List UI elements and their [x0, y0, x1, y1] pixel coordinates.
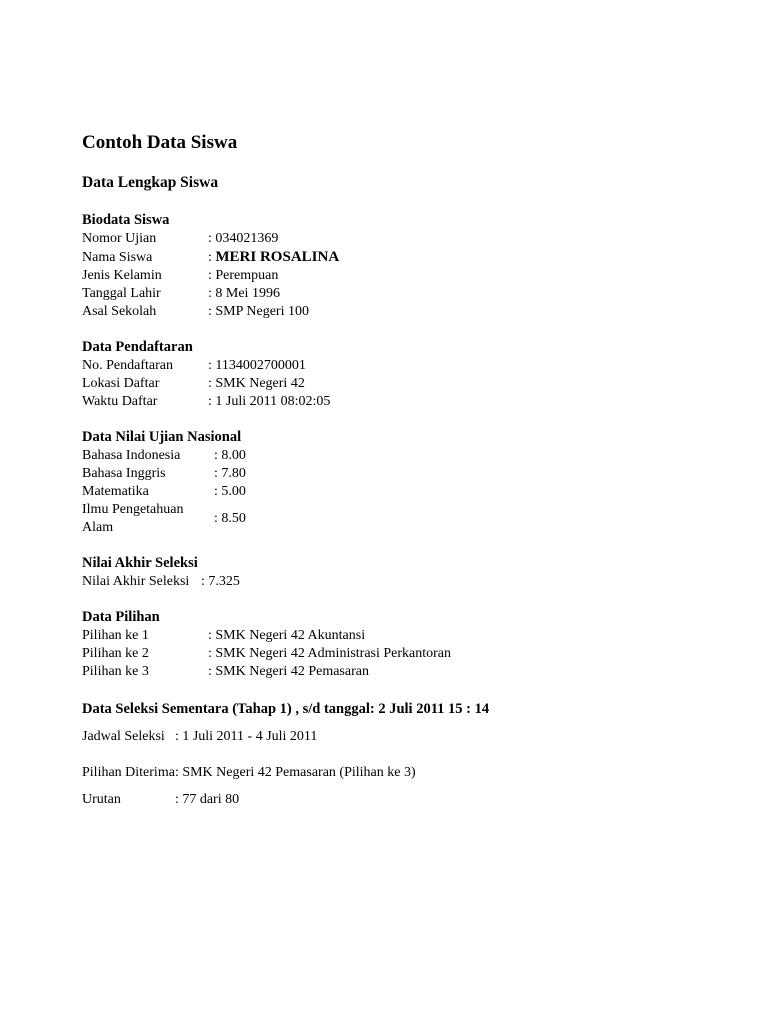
- section-heading: Data Pilihan: [82, 609, 160, 625]
- field-value: : SMK Negeri 42 Pemasaran: [208, 664, 369, 679]
- section-heading: Data Pendaftaran: [82, 339, 193, 355]
- field-label: Urutan: [82, 792, 121, 807]
- field-value: : 1 Juli 2011 08:02:05: [208, 394, 331, 409]
- table-row: [82, 791, 416, 809]
- table-row: [82, 230, 339, 248]
- field-label: Ilmu Pengetahuan Alam: [82, 502, 184, 535]
- field-label: Matematika: [82, 484, 149, 499]
- field-label: Nama Siswa: [82, 249, 153, 265]
- field-value: : 8.00: [214, 448, 246, 463]
- field-label: Nomor Ujian: [82, 231, 157, 246]
- section-heading: Biodata Siswa: [82, 212, 170, 228]
- field-label: Bahasa Indonesia: [82, 448, 181, 463]
- table-row: [82, 719, 416, 755]
- field-value: [208, 248, 339, 267]
- section-seleksi: [82, 699, 722, 809]
- nilai-akhir-table: [82, 573, 240, 591]
- field-value: : SMK Negeri 42: [208, 376, 305, 391]
- pendaftaran-table: [82, 357, 330, 411]
- field-value: : 7.80: [214, 466, 246, 481]
- field-value: : SMK Negeri 42 Administrasi Perkantoran: [208, 646, 452, 661]
- table-row: [82, 357, 330, 375]
- field-label: Bahasa Inggris: [82, 466, 166, 481]
- table-row: [82, 645, 451, 663]
- table-row: [82, 465, 246, 483]
- page-title: Contoh Data Siswa: [82, 132, 238, 153]
- field-label: Pilihan ke 3: [82, 664, 149, 679]
- table-row: [82, 573, 240, 591]
- field-label: Tanggal Lahir: [82, 286, 161, 301]
- table-row: [82, 267, 339, 285]
- field-value-prefix: :: [208, 250, 216, 265]
- field-label: Pilihan Diterima: [82, 765, 175, 780]
- field-value: : 8.50: [214, 511, 246, 526]
- field-label: Nilai Akhir Seleksi: [82, 574, 190, 589]
- field-value: : 5.00: [214, 484, 246, 499]
- field-value: : 7.325: [201, 574, 240, 589]
- seleksi-table: [82, 719, 416, 809]
- student-name: MERI ROSALINA: [215, 249, 340, 265]
- table-row: [82, 663, 451, 681]
- field-label: Waktu Daftar: [82, 394, 158, 409]
- field-value: : Perempuan: [208, 268, 279, 283]
- field-value: : SMK Negeri 42 Pemasaran (Pilihan ke 3): [174, 765, 416, 780]
- nilai-uan-table: [82, 447, 246, 537]
- field-label: Lokasi Daftar: [82, 376, 160, 391]
- field-value: : 77 dari 80: [174, 792, 240, 807]
- section-nilai-akhir: [82, 553, 722, 591]
- section-heading: Data Nilai Ujian Nasional: [82, 429, 242, 445]
- page-subtitle: Data Lengkap Siswa: [82, 174, 219, 191]
- table-row: [82, 755, 416, 791]
- section-pendaftaran: [82, 337, 722, 411]
- section-heading: Nilai Akhir Seleksi: [82, 555, 198, 571]
- document: [82, 126, 722, 809]
- table-row: [82, 248, 339, 267]
- field-value: : 034021369: [208, 231, 279, 246]
- field-value: : 1134002700001: [208, 358, 306, 373]
- section-nilai-uan: [82, 427, 722, 537]
- field-value: : SMK Negeri 42 Akuntansi: [208, 628, 366, 643]
- field-label: Asal Sekolah: [82, 304, 157, 319]
- field-value: : SMP Negeri 100: [208, 304, 309, 319]
- table-row: [82, 627, 451, 645]
- field-label: No. Pendaftaran: [82, 358, 173, 373]
- field-label: Jenis Kelamin: [82, 268, 162, 283]
- table-row: [82, 483, 246, 501]
- table-row: [82, 501, 246, 537]
- table-row: [82, 393, 330, 411]
- table-row: [82, 285, 339, 303]
- section-pilihan: [82, 607, 722, 681]
- table-row: [82, 303, 339, 321]
- biodata-table: [82, 230, 339, 321]
- field-label: Jadwal Seleksi: [82, 729, 165, 744]
- field-value: : 1 Juli 2011 - 4 Juli 2011: [174, 729, 318, 744]
- field-value: : 8 Mei 1996: [208, 286, 280, 301]
- table-row: [82, 375, 330, 393]
- field-label: Pilihan ke 2: [82, 646, 149, 661]
- section-heading: Data Seleksi Sementara (Tahap 1) , s/d tanggal: 2 Juli 2011 15 : 14: [82, 701, 490, 717]
- section-biodata: [82, 210, 722, 321]
- table-row: [82, 447, 246, 465]
- pilihan-table: [82, 627, 451, 681]
- field-label: Pilihan ke 1: [82, 628, 149, 643]
